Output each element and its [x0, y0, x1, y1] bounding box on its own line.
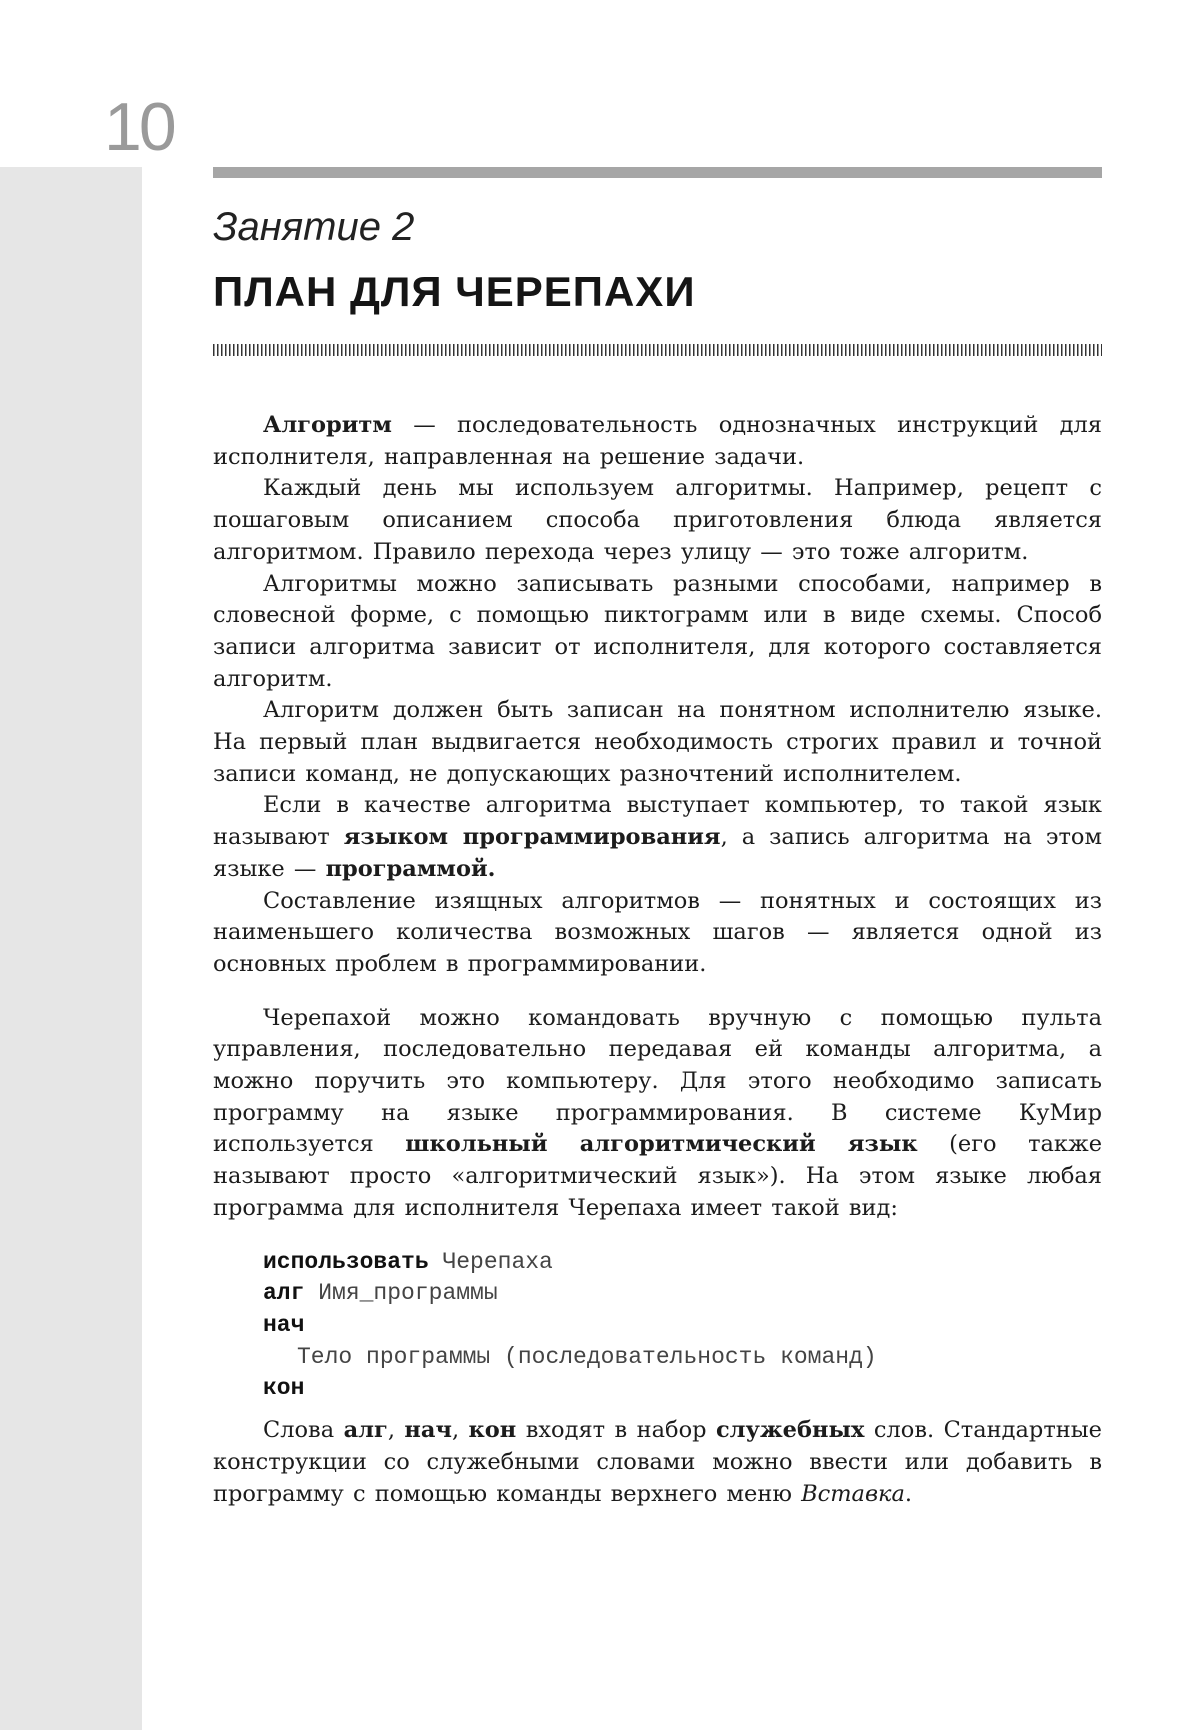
text: — последовательность однозначных инструкций для исполнителя, направленная на решение задачи. [213, 412, 1102, 470]
paragraph [213, 1415, 1102, 1510]
code-line [263, 1278, 1102, 1310]
paragraph: Каждый день мы используем алгоритмы. Например, рецепт с пошаговым описанием способа приготовления блюда является алгоритмом. Правило перехода через улицу — это тоже алгоритм. [213, 475, 1102, 565]
lesson-label: Занятие 2 [213, 205, 415, 249]
code-line [263, 1247, 1102, 1279]
hatched-divider [213, 344, 1102, 356]
term: Алгоритм [263, 412, 392, 438]
text: входят в набор [516, 1417, 716, 1444]
text: , а запись алгоритма на этом языке — [213, 824, 1102, 882]
text: (его также называют просто «алгоритмический язык»). На этом языке любая программа для исполнителя Черепаха имеет такой вид: [213, 1131, 1103, 1221]
text: Слова [263, 1417, 344, 1444]
text: , [451, 1417, 469, 1444]
paragraph [213, 1003, 1102, 1225]
chapter-title: ПЛАН ДЛЯ ЧЕРЕПАХИ [213, 268, 696, 315]
header-bar [213, 167, 1102, 178]
text: , [387, 1417, 405, 1444]
term: школьный алгоритмический язык [405, 1131, 918, 1158]
menu-name: Вставка [801, 1480, 905, 1507]
code-text: Имя_программы [304, 1280, 498, 1307]
page-number: 10 [104, 89, 174, 165]
term: языком программирования [343, 824, 721, 851]
text: слов. Стандартные конструкции со служебными словами можно ввести или добавить в программу с помощью команды верхнего меню [213, 1417, 1102, 1507]
text: Черепахой можно командовать вручную с помощью пульта управления, последовательно передавая ей команды алгоритма, а можно поручить это компьютеру. Для этого необходимо записать программу на языке программирования. В системе КуМир используется [213, 1004, 1102, 1158]
paragraph: Составление изящных алгоритмов — понятных и состоящих из наименьшего количества возможных шагов — является одной из основных проблем в программировании. [213, 887, 1102, 977]
paragraph: Алгоритм должен быть записан на понятном исполнителю языке. На первый план выдвигается необходимость строгих правил и точной записи команд, не допускающих разночтений исполнителем. [213, 697, 1102, 787]
text: Если в качестве алгоритма выступает компьютер, то такой язык называют [213, 792, 1102, 851]
paragraph: Алгоритмы можно записывать разными способами, например в словесной форме, с помощью пиктограмм или в виде схемы. Способ записи алгоритма зависит от исполнителя, для которого составляется алгоритм. [213, 570, 1102, 692]
paragraph-definition [213, 410, 1102, 473]
keyword: нач [263, 1311, 305, 1338]
term: программой. [325, 855, 496, 882]
code-text: Тело программы (последовательность команд) [297, 1343, 877, 1370]
code-line [263, 1310, 1102, 1342]
term: кон [468, 1417, 517, 1444]
side-margin-band [0, 167, 142, 1730]
keyword: алг [263, 1280, 305, 1307]
paragraph [213, 790, 1102, 885]
text: . [904, 1480, 913, 1507]
code-text: Черепаха [428, 1248, 553, 1275]
body-text [213, 410, 1102, 1510]
code-line [263, 1342, 1102, 1374]
term: нач [404, 1417, 452, 1444]
code-line [263, 1373, 1102, 1405]
term: алг [343, 1417, 388, 1444]
code-listing [263, 1247, 1102, 1406]
keyword: кон [263, 1375, 305, 1402]
keyword: использовать [263, 1248, 429, 1275]
term: служебных [715, 1417, 865, 1444]
